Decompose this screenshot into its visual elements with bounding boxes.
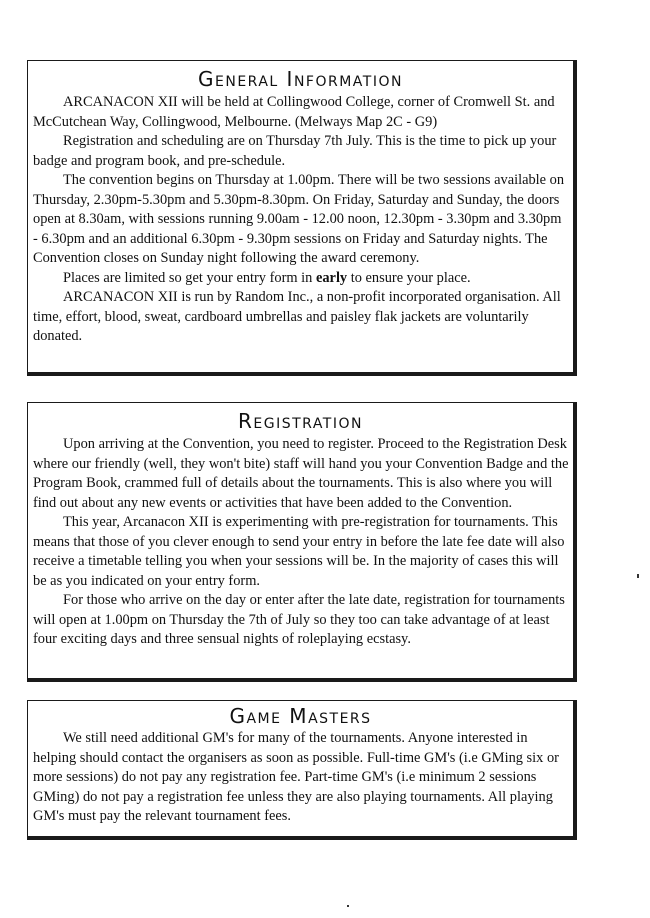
scan-mark-right <box>637 574 639 578</box>
organiser-paragraph: ARCANACON XII is run by Random Inc., a non-profit incorporated organisation. All time, effort, blood, sweat, cardboard umbrellas and paisley flak jackets are voluntarily donated. <box>33 289 561 344</box>
general-information-box <box>27 60 577 376</box>
registration-heading: Registration <box>238 409 363 433</box>
game-masters-box <box>27 700 577 840</box>
places-paragraph <box>33 269 569 289</box>
scan-mark-bottom <box>347 905 349 907</box>
late-registration-paragraph: For those who arrive on the day or enter after the late date, registration for tournaments will open at 1.00pm on Thursday the 7th of July so they too can take advantage of at least four exciting days and three sensual nights of roleplaying ecstasy. <box>33 592 565 647</box>
gm-paragraph: We still need additional GM's for many of the tournaments. Anyone interested in helping should contact the organisers as soon as possible. Full-time GM's (i.e GMing six or more sessions) do not pay any registration fee. Part-time GM's (i.e minimum 2 sessions GMing) do not pay a registration fee unless they are also playing tournaments. All playing GM's must pay the relevant tournament fees. <box>33 730 559 824</box>
places-text-bold: early <box>315 269 348 286</box>
registration-content <box>28 435 573 650</box>
general-information-heading: General Information <box>198 67 403 91</box>
venue-paragraph: ARCANACON XII will be held at Collingwood College, corner of Cromwell St. and McCutchean Way, Collingwood, Melbourne. (Melways Map 2C - G9) <box>33 94 555 130</box>
registration-box <box>27 402 577 682</box>
places-text-after: to ensure your place. <box>347 269 471 286</box>
pre-registration-paragraph: This year, Arcanacon XII is experimenting with pre-registration for tournaments. This means that those of you clever enough to send your entry in before the late fee date will also receive a timetable telling you when your sessions will be. In the majority of cases this will be as you indicated on your entry form. <box>33 514 565 589</box>
game-masters-content <box>28 729 573 827</box>
schedule-paragraph: The convention begins on Thursday at 1.00pm. There will be two sessions available on Thursday, 2.30pm-5.30pm and 5.30pm-8.30pm. On Friday, Saturday and Sunday, the doors open at 8.30am, with sessions running 9.00am - 12.00 noon, 12.30pm - 3.30pm and 3.30pm - 6.30pm and an additional 6.30pm - 9.30pm sessions on Friday and Saturday nights. The Convention closes on Sunday night following the award ceremony. <box>33 172 565 266</box>
registration-date-paragraph: Registration and scheduling are on Thursday 7th July. This is the time to pick up your badge and program book, and pre-schedule. <box>33 133 557 169</box>
places-text-before: Places are limited so get your entry form in <box>63 269 316 286</box>
general-information-content <box>28 93 573 347</box>
arrival-paragraph: Upon arriving at the Convention, you need to register. Proceed to the Registration Desk where our friendly (well, they won't bite) staff will hand you your Convention Badge and the Program Book, crammed full of details about the tournaments. This is also where you will find out about any new events or activities that have been added to the Convention. <box>33 436 569 511</box>
game-masters-heading: Game Masters <box>229 704 372 728</box>
